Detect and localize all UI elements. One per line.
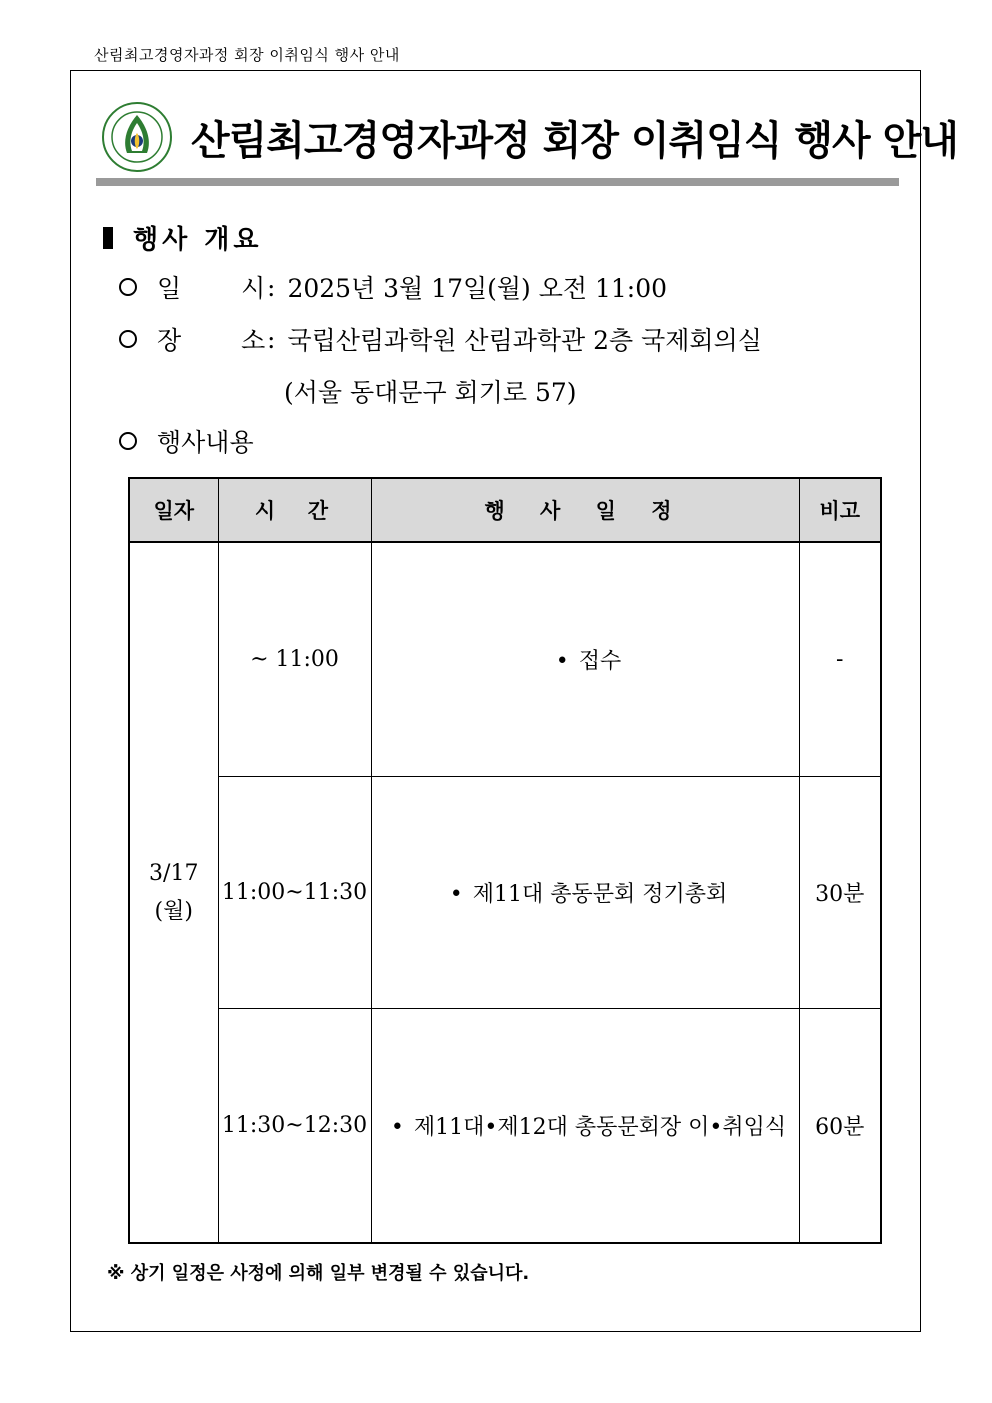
title-underline [96, 178, 899, 186]
note-cell: - [799, 542, 881, 777]
date-line [119, 269, 667, 305]
title-row [101, 101, 958, 173]
program-label: 행사내용 [157, 428, 254, 457]
place-line [119, 321, 762, 357]
schedule-table [128, 477, 882, 1244]
colon: : [267, 324, 276, 354]
bullet-icon: • [449, 881, 463, 907]
table-row [129, 777, 881, 1008]
event-cell: • 접수 [371, 542, 799, 777]
document-frame [70, 70, 958, 1332]
note-cell: 60분 [799, 1008, 881, 1243]
running-header: 산림최고경영자과정 회장 이취임식 행사 안내 [94, 46, 400, 64]
place-value: 국립산림과학원 산림과학관 2층 국제회의실 [287, 326, 762, 355]
place-label: 장 소 [157, 326, 266, 355]
time-cell: ~ 11:00 [218, 542, 371, 777]
header-note: 비고 [799, 478, 881, 542]
circle-bullet-icon [119, 330, 137, 348]
circle-bullet-icon [119, 278, 137, 296]
program-line [119, 423, 254, 459]
event-cell: • 제11대 총동문회 정기총회 [371, 777, 799, 1008]
colon: : [267, 272, 276, 302]
date-value: 2025년 3월 17일(월) 오전 11:00 [287, 274, 668, 303]
circle-bullet-icon [119, 432, 137, 450]
page-title: 산림최고경영자과정 회장 이취임식 행사 안내 [191, 117, 958, 164]
place-address: (서울 동대문구 회기로 57) [284, 378, 577, 407]
square-bullet-icon [103, 227, 113, 249]
event-cell: • 제11대•제12대 총동문회장 이•취임식 [371, 1008, 799, 1243]
table-header-row [129, 478, 881, 542]
header-event: 행 사 일 정 [371, 478, 799, 542]
note-cell: 30분 [799, 777, 881, 1008]
header-time: 시 간 [218, 478, 371, 542]
section-heading [103, 219, 263, 256]
date-label: 일 시 [157, 274, 266, 303]
korea-forest-academy-foundation-logo [101, 101, 173, 173]
header-date: 일자 [129, 478, 218, 542]
section-heading-text: 행사 개요 [133, 225, 263, 255]
bullet-icon: • [555, 649, 569, 675]
table-row [129, 542, 881, 777]
date-cell: 3/17 (월) [129, 542, 218, 1243]
time-cell: 11:00~11:30 [218, 777, 371, 1008]
bullet-icon: • [390, 1114, 404, 1140]
table-row [129, 1008, 881, 1243]
time-cell: 11:30~12:30 [218, 1008, 371, 1243]
footnote: ※ 상기 일정은 사정에 의해 일부 변경될 수 있습니다. [107, 1263, 530, 1284]
